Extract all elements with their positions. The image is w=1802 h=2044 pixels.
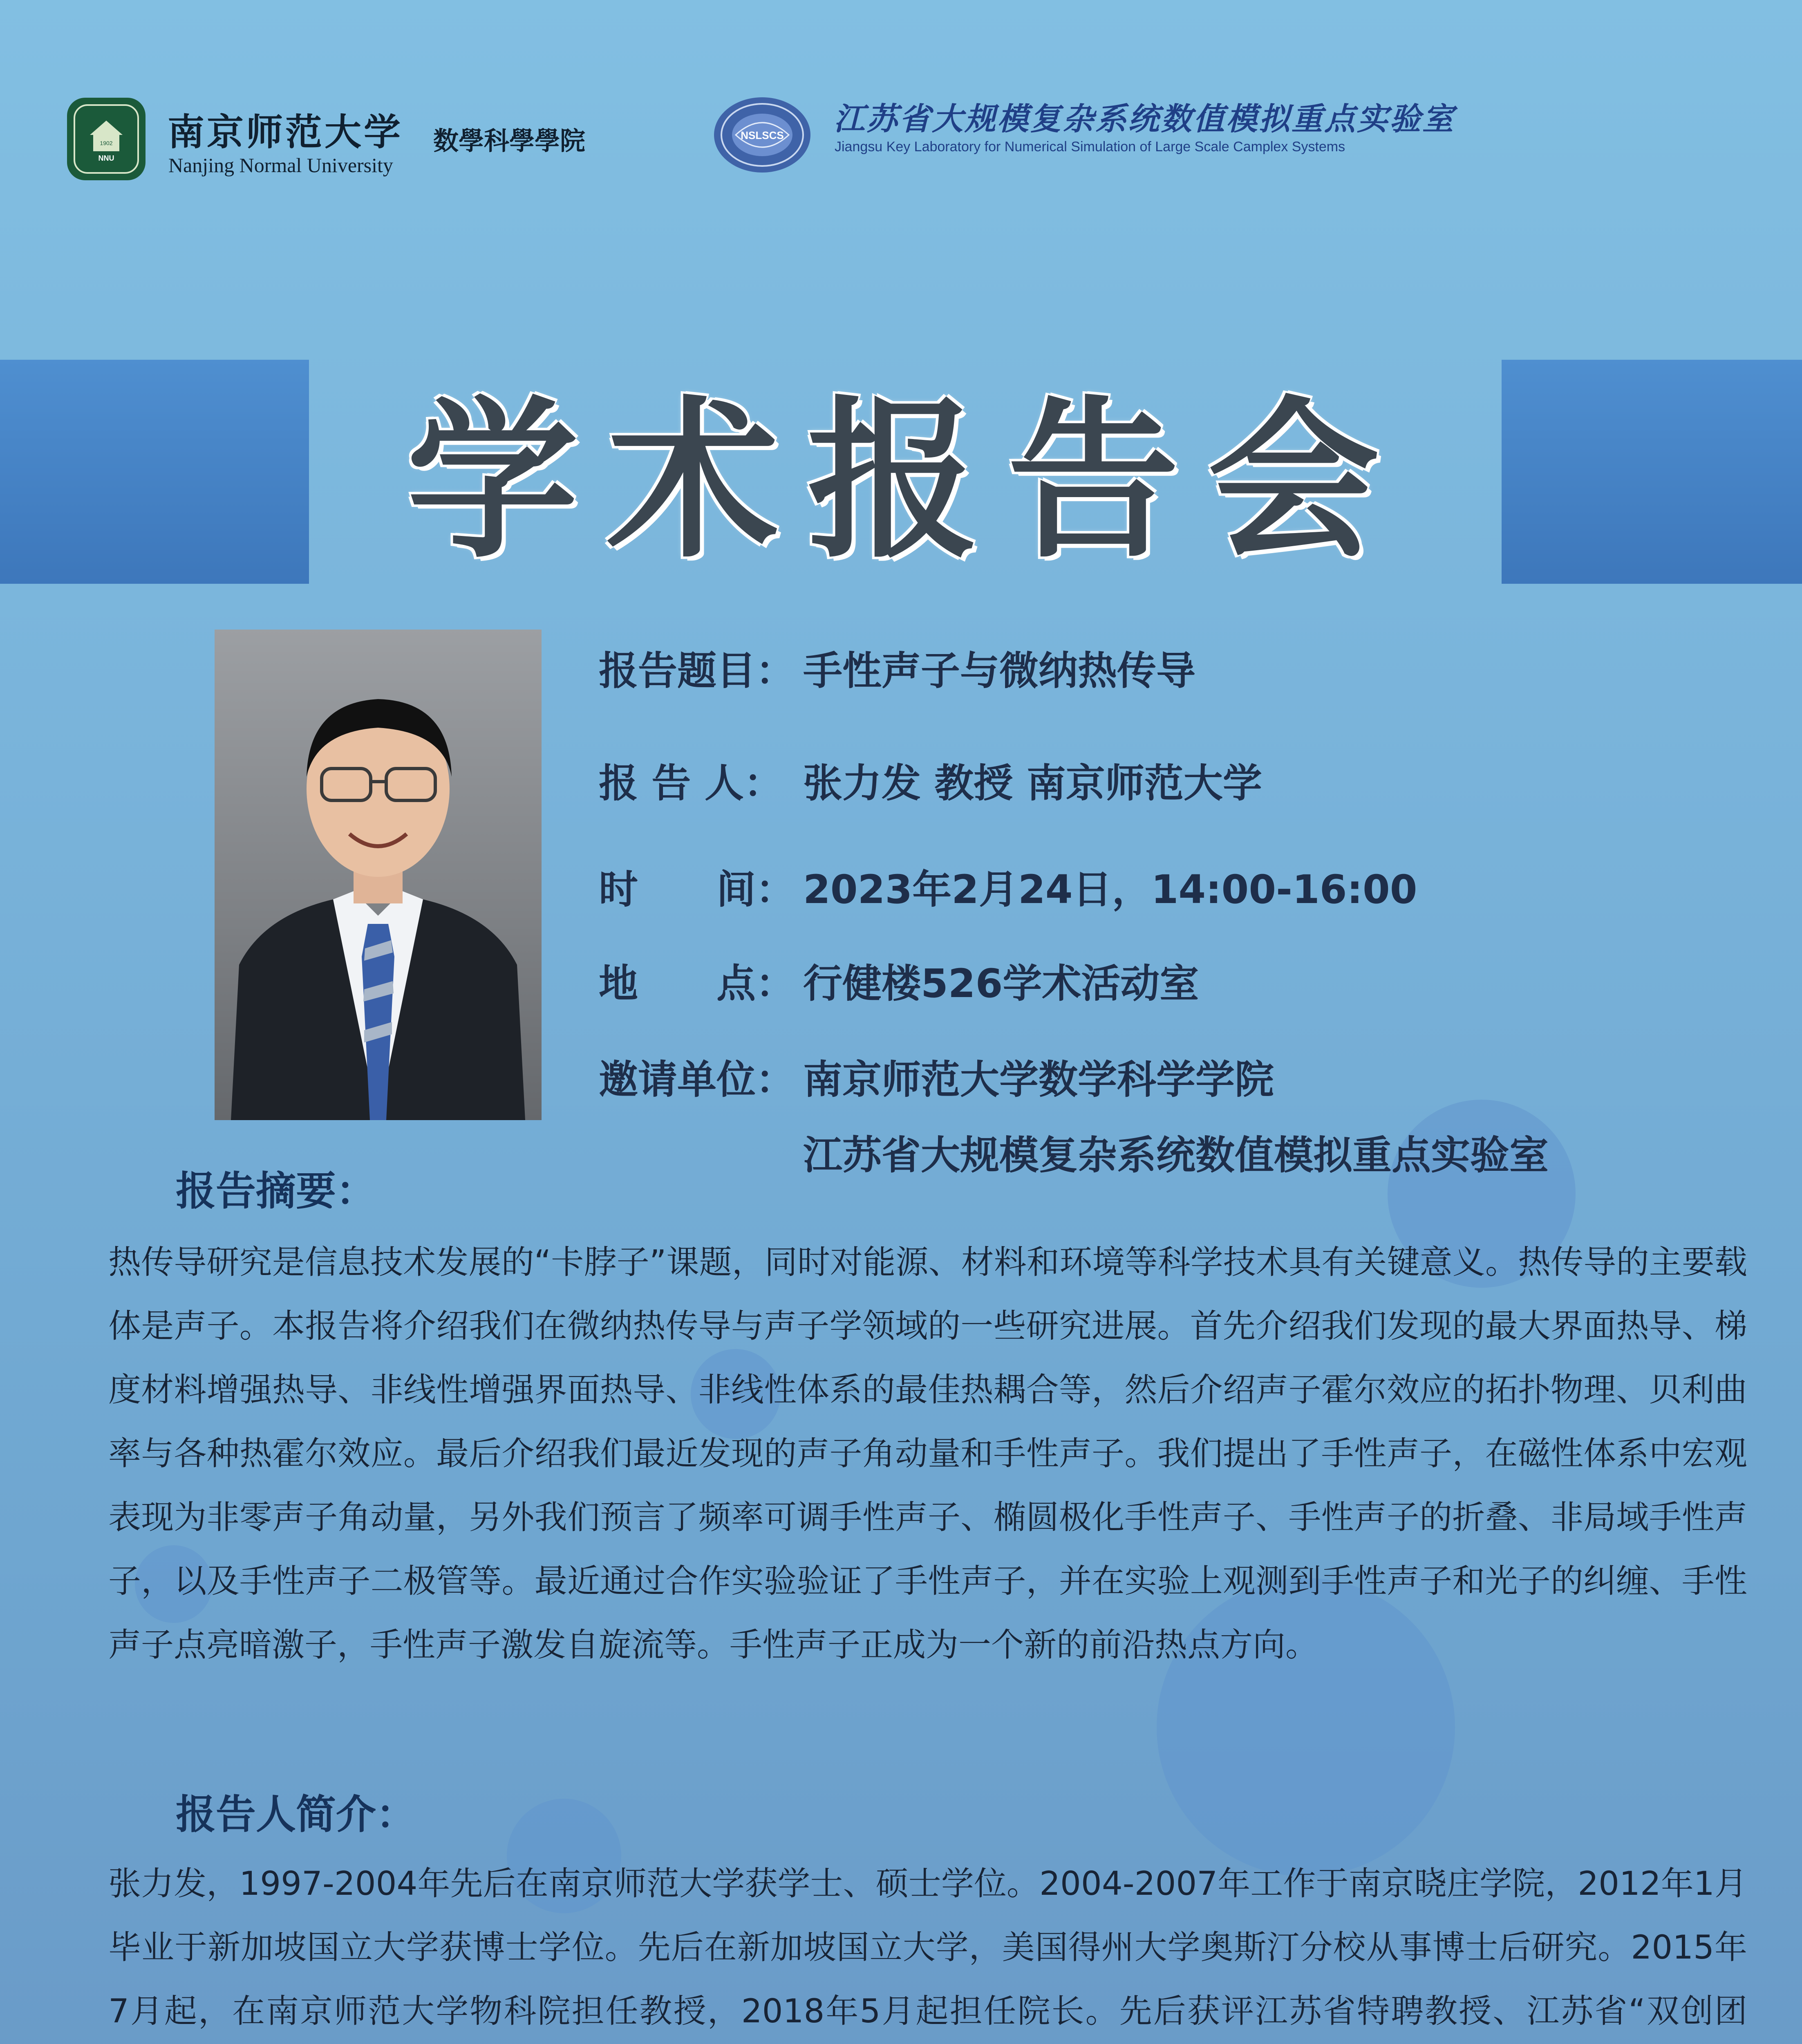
lab-name-en: Jiangsu Key Laboratory for Numerical Simulation of Large Scale Camplex Systems — [835, 139, 1345, 155]
speaker-label: 报 告 人： — [599, 760, 783, 806]
speaker-value: 张力发 教授 南京师范大学 — [803, 760, 1262, 806]
time-value: 2023年2月24日，14:00-16:00 — [803, 867, 1417, 912]
poster-title: 学术报告会 — [407, 381, 1408, 581]
time-label: 时 间： — [599, 867, 795, 912]
lab-seal-logo — [711, 94, 813, 176]
speaker-portrait-illustration — [215, 630, 542, 1120]
place-value: 行健楼526学术活动室 — [803, 961, 1199, 1006]
university-name-en: Nanjing Normal University — [168, 154, 393, 177]
topic-label: 报告题目： — [599, 648, 795, 694]
topic-value: 手性声子与微纳热传导 — [803, 648, 1195, 694]
speaker-photo — [215, 630, 542, 1120]
university-name-cn: 南京师范大学 — [168, 110, 403, 154]
bio-text: 张力发，1997-2004年先后在南京师范大学获学士、硕士学位。2004-2007年工作于南京晓庄学院，2012年1月毕业于新加坡国立大学获博士学位。先后在新加坡国立大学，美国得州大学奥斯汀分校从事博士后研究。2015年7月起，在南京师范大学物科院担任教授，2018年5月起担任院长。先后获评江苏省特聘教授、江苏省“双创团 — [108, 1865, 1747, 2030]
svg-text:NNU: NNU — [98, 154, 114, 162]
title-side-bar-right — [1502, 360, 1802, 584]
nnu-seal-logo — [65, 96, 147, 182]
bio-heading: 报告人简介： — [176, 1791, 416, 1838]
lab-name-cn: 江苏省大规模复杂系统数值模拟重点实验室 — [834, 101, 1455, 137]
host-value-1: 南京师范大学数学科学学院 — [803, 1057, 1274, 1103]
place-label: 地 点： — [599, 961, 795, 1006]
host-value-2: 江苏省大规模复杂系统数值模拟重点实验室 — [803, 1132, 1549, 1178]
title-side-bar-left — [0, 360, 309, 584]
abstract-text: 热传导研究是信息技术发展的“卡脖子”课题，同时对能源、材料和环境等科学技术具有关键意义。热传导的主要载体是声子。本报告将介绍我们在微纳热传导与声子学领域的一些研究进展。首先介绍我们发现的最大界面热导、梯度材料增强热导、非线性增强界面热导、非线性体系的最佳热耦合等，然后介绍声子霍尔效应的拓扑物理、贝利曲率与各种热霍尔效应。最后介绍我们最近发现的声子角动量和手性声子。我们提出了手性声子，在磁性体系中宏观表现为非零声子角动量，另外我们预言了频率可调手性声子、椭圆极化手性声子、手性声子的折叠、非局域手性声子，以及手性声子二极管等。最近通过合作实验验证了手性声子，并在实验上观测到手性声子和光子的纠缠、手性声子点亮暗激子，手性声子激发自旋流等。手性声子正成为一个新的前沿热点方向。 — [108, 1243, 1747, 1664]
svg-text:NSLSCS: NSLSCS — [741, 129, 784, 141]
abstract-heading: 报告摘要： — [176, 1168, 376, 1215]
school-name: 数學科學學院 — [433, 126, 586, 156]
svg-text:1902: 1902 — [100, 140, 113, 146]
host-label: 邀请单位： — [599, 1057, 795, 1103]
